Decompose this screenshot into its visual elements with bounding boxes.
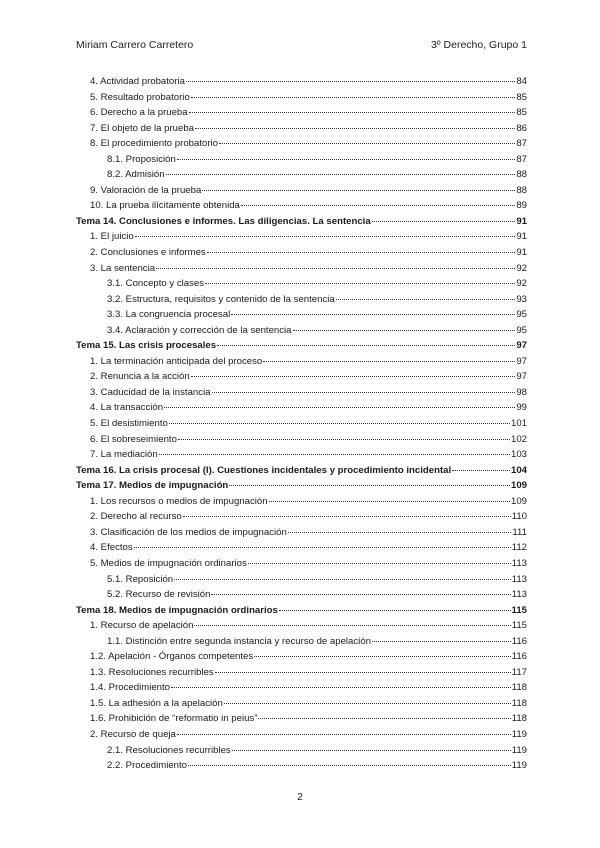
toc-entry-page: 117 — [511, 666, 527, 678]
toc-entry-page: 118 — [511, 697, 527, 709]
toc-entry-title: 7. El objeto de la prueba — [90, 122, 195, 134]
toc-leader-dots — [156, 268, 515, 269]
toc-entry-title: Tema 17. Medios de impugnación — [76, 480, 229, 492]
toc-entry[interactable] — [76, 74, 527, 90]
toc-entry[interactable] — [76, 525, 527, 541]
toc-leader-dots — [177, 734, 511, 735]
toc-entry[interactable] — [76, 743, 527, 759]
toc-chapter-entry[interactable] — [76, 603, 527, 619]
toc-entry[interactable] — [76, 276, 527, 292]
toc-entry-title: 1. Recurso de apelación — [90, 620, 194, 632]
toc-entry-page: 102 — [510, 433, 527, 445]
toc-entry-title: 1.1. Distinción entre segunda instancia y recurso de apelación — [107, 635, 371, 647]
toc-entry[interactable] — [76, 447, 527, 463]
toc-entry-page: 91 — [516, 231, 527, 243]
toc-entry-page: 104 — [510, 464, 527, 476]
toc-leader-dots — [205, 283, 515, 284]
toc-entry[interactable] — [76, 323, 527, 339]
toc-leader-dots — [372, 641, 511, 642]
toc-entry[interactable] — [76, 354, 527, 370]
toc-leader-dots — [191, 97, 516, 98]
toc-entry[interactable] — [76, 618, 527, 634]
toc-leader-dots — [229, 485, 510, 486]
toc-entry-title: 1.3. Resoluciones recurribles — [90, 666, 214, 678]
toc-leader-dots — [159, 454, 510, 455]
toc-entry-title: 2. Conclusiones e informes — [90, 247, 206, 259]
toc-entry-title: 5.2. Recurso de revisión — [107, 589, 211, 601]
toc-entry-title: 5. El desistimiento — [90, 418, 168, 430]
toc-leader-dots — [135, 236, 516, 237]
toc-leader-dots — [254, 656, 511, 657]
toc-entry-title: 5. Medios de impugnación ordinarios — [90, 557, 247, 569]
toc-entry-title: 3. Clasificación de los medios de impugnación — [90, 526, 287, 538]
toc-leader-dots — [215, 672, 511, 673]
toc-entry-page: 119 — [511, 728, 527, 740]
toc-entry-page: 111 — [512, 526, 527, 538]
toc-entry-title: 1. Los recursos o medios de impugnación — [90, 495, 268, 507]
toc-entry-page: 115 — [511, 620, 527, 632]
toc-entry-title: 9. Valoración de la prueba — [90, 184, 202, 196]
page-header — [76, 39, 527, 53]
toc-chapter-entry[interactable] — [76, 478, 527, 494]
toc-entry[interactable] — [76, 494, 527, 510]
toc-entry[interactable] — [76, 90, 527, 106]
toc-entry-title: 1.4. Procedimiento — [90, 682, 170, 694]
toc-entry[interactable] — [76, 167, 527, 183]
toc-entry-title: 8. El procedimiento probatorio — [90, 138, 218, 150]
toc-entry-title: 4. Efectos — [90, 542, 133, 554]
toc-entry[interactable] — [76, 758, 527, 774]
toc-entry[interactable] — [76, 556, 527, 572]
toc-entry-title: 1.2. Apelación - Órganos competentes — [90, 651, 254, 663]
toc-leader-dots — [171, 687, 511, 688]
toc-entry[interactable] — [76, 432, 527, 448]
toc-entry-title: 1.6. Prohibición de “reformatio in peius” — [90, 713, 258, 725]
toc-leader-dots — [189, 112, 516, 113]
toc-entry-title: 5.1. Reposición — [107, 573, 174, 585]
toc-entry-title: 3. La sentencia — [90, 262, 156, 274]
toc-entry-page: 103 — [510, 449, 527, 461]
toc-entry[interactable] — [76, 665, 527, 681]
toc-entry[interactable] — [76, 369, 527, 385]
toc-entry-page: 118 — [511, 682, 527, 694]
toc-entry-title: 10. La prueba ilícitamente obtenida — [90, 200, 240, 212]
toc-entry[interactable] — [76, 385, 527, 401]
toc-entry[interactable] — [76, 136, 527, 152]
toc-entry-page: 87 — [516, 153, 527, 165]
toc-entry-page: 92 — [516, 262, 527, 274]
toc-entry-title: 6. El sobreseimiento — [90, 433, 177, 445]
toc-entry-page: 113 — [511, 589, 527, 601]
toc-entry-page: 112 — [511, 542, 527, 554]
toc-leader-dots — [279, 610, 511, 611]
toc-leader-dots — [241, 205, 515, 206]
toc-entry-page: 98 — [516, 386, 527, 398]
toc-leader-dots — [134, 547, 511, 548]
toc-leader-dots — [194, 625, 510, 626]
toc-entry-title: 2. Derecho al recurso — [90, 511, 182, 523]
toc-chapter-entry[interactable] — [76, 214, 527, 230]
toc-entry-page: 91 — [516, 215, 527, 227]
toc-entry[interactable] — [76, 509, 527, 525]
toc-entry-page: 86 — [516, 122, 527, 134]
toc-entry[interactable] — [76, 152, 527, 168]
toc-entry-title: 1.5. La adhesión a la apelación — [90, 697, 223, 709]
toc-entry[interactable] — [76, 183, 527, 199]
toc-entry-title: 2. Recurso de queja — [90, 728, 176, 740]
toc-entry[interactable] — [76, 711, 527, 727]
toc-leader-dots — [188, 765, 511, 766]
toc-leader-dots — [174, 579, 511, 580]
toc-entry-title: 4. Actividad probatoria — [90, 76, 185, 87]
toc-chapter-entry[interactable] — [76, 338, 527, 354]
toc-entry[interactable] — [76, 400, 527, 416]
toc-entry[interactable] — [76, 105, 527, 121]
toc-entry[interactable] — [76, 649, 527, 665]
toc-entry-title: 3.1. Concepto y clases — [107, 278, 205, 290]
toc-entry-title: Tema 15. Las crisis procesales — [76, 340, 217, 352]
toc-chapter-entry[interactable] — [76, 463, 527, 479]
toc-leader-dots — [207, 252, 516, 253]
toc-leader-dots — [231, 314, 515, 315]
header-author: Miriam Carrero Carretero — [76, 39, 194, 51]
toc-leader-dots — [452, 470, 510, 471]
toc-entry-title: 8.2. Admisión — [107, 169, 165, 181]
page-number: 2 — [297, 792, 303, 803]
toc-leader-dots — [217, 345, 515, 346]
toc-entry-page: 116 — [511, 635, 527, 647]
toc-entry[interactable] — [76, 696, 527, 712]
toc-entry-title: 1. La terminación anticipada del proceso — [90, 355, 263, 367]
toc-entry[interactable] — [76, 307, 527, 323]
toc-leader-dots — [195, 128, 515, 129]
toc-entry[interactable] — [76, 198, 527, 214]
toc-entry-title: 7. La mediación — [90, 449, 158, 461]
toc-leader-dots — [336, 299, 516, 300]
toc-entry-page: 118 — [511, 713, 527, 725]
toc-leader-dots — [288, 532, 512, 533]
toc-entry[interactable] — [76, 229, 527, 245]
toc-entry-page: 99 — [516, 402, 527, 414]
toc-entry-page: 109 — [510, 495, 527, 507]
toc-entry-page: 109 — [510, 480, 527, 492]
toc-leader-dots — [202, 190, 515, 191]
toc-leader-dots — [186, 81, 515, 82]
toc-leader-dots — [169, 423, 510, 424]
toc-entry[interactable] — [76, 727, 527, 743]
toc-entry-title: 3. Caducidad de la instancia — [90, 386, 211, 398]
toc-entry-title: 1. El juicio — [90, 231, 134, 243]
toc-entry-page: 110 — [511, 511, 527, 523]
toc-leader-dots — [212, 392, 516, 393]
toc-leader-dots — [219, 143, 515, 144]
toc-leader-dots — [293, 330, 516, 331]
toc-leader-dots — [183, 516, 511, 517]
toc-leader-dots — [269, 501, 510, 502]
toc-entry-page: 119 — [511, 744, 527, 756]
toc-entry-page: 113 — [511, 573, 527, 585]
toc-entry-page: 101 — [510, 418, 527, 430]
toc-leader-dots — [177, 159, 516, 160]
toc-entry[interactable] — [76, 540, 527, 556]
toc-entry[interactable] — [76, 121, 527, 137]
toc-entry-page: 93 — [516, 293, 527, 305]
toc-entry-page: 89 — [516, 200, 527, 212]
toc-leader-dots — [166, 174, 516, 175]
toc-leader-dots — [258, 718, 510, 719]
toc-entry-title: 2. Renuncia a la acción — [90, 371, 190, 383]
header-course: 3º Derecho, Grupo 1 — [430, 39, 527, 51]
toc-entry-title: Tema 16. La crisis procesal (I). Cuestiones incidentales y procedimiento incidental — [76, 464, 452, 476]
toc-entry-page: 88 — [516, 169, 527, 181]
toc-entry-page: 116 — [511, 651, 527, 663]
toc-leader-dots — [211, 594, 510, 595]
toc-entry-page: 97 — [516, 355, 527, 367]
toc-entry-title: Tema 14. Conclusiones e informes. Las diligencias. La sentencia — [76, 215, 371, 227]
toc-entry-page: 87 — [516, 138, 527, 150]
toc-entry-page: 115 — [511, 604, 527, 616]
toc-entry[interactable] — [76, 680, 527, 696]
toc-entry[interactable] — [76, 245, 527, 261]
toc-entry-page: 88 — [516, 184, 527, 196]
toc-entry-title: Tema 18. Medios de impugnación ordinarios — [76, 604, 278, 616]
toc-entry-page: 85 — [516, 91, 527, 103]
toc-entry[interactable] — [76, 572, 527, 588]
table-of-contents — [76, 74, 527, 774]
toc-leader-dots — [191, 376, 516, 377]
toc-entry-title: 2.1. Resoluciones recurribles — [107, 744, 231, 756]
toc-entry-title: 2.2. Procedimiento — [107, 760, 187, 772]
toc-entry-title: 3.4. Aclaración y corrección de la sentencia — [107, 324, 292, 336]
toc-leader-dots — [248, 563, 511, 564]
toc-entry-title: 6. Derecho a la prueba — [90, 107, 188, 119]
toc-entry-title: 8.1. Proposición — [107, 153, 176, 165]
toc-entry-page: 85 — [516, 107, 527, 119]
toc-entry-title: 3.3. La congruencia procesal — [107, 309, 231, 321]
toc-entry[interactable] — [76, 587, 527, 603]
toc-leader-dots — [224, 703, 511, 704]
toc-entry-title: 5. Resultado probatorio — [90, 91, 190, 103]
toc-entry-page: 95 — [516, 324, 527, 336]
toc-entry[interactable] — [76, 292, 527, 308]
toc-entry-page: 113 — [511, 557, 527, 569]
toc-entry-page: 84 — [516, 76, 527, 87]
toc-leader-dots — [372, 221, 516, 222]
toc-entry-page: 97 — [516, 340, 527, 352]
toc-entry[interactable] — [76, 261, 527, 277]
toc-entry[interactable] — [76, 416, 527, 432]
toc-entry-title: 4. La transacción — [90, 402, 164, 414]
toc-leader-dots — [263, 361, 515, 362]
toc-entry-title: 3.2. Estructura, requisitos y contenido de la sentencia — [107, 293, 335, 305]
toc-leader-dots — [178, 439, 510, 440]
toc-entry-page: 97 — [516, 371, 527, 383]
toc-entry[interactable] — [76, 634, 527, 650]
toc-leader-dots — [164, 407, 515, 408]
toc-leader-dots — [232, 750, 511, 751]
toc-entry-page: 92 — [516, 278, 527, 290]
toc-entry-page: 95 — [516, 309, 527, 321]
toc-entry-page: 91 — [516, 247, 527, 259]
toc-entry-page: 119 — [511, 760, 527, 772]
